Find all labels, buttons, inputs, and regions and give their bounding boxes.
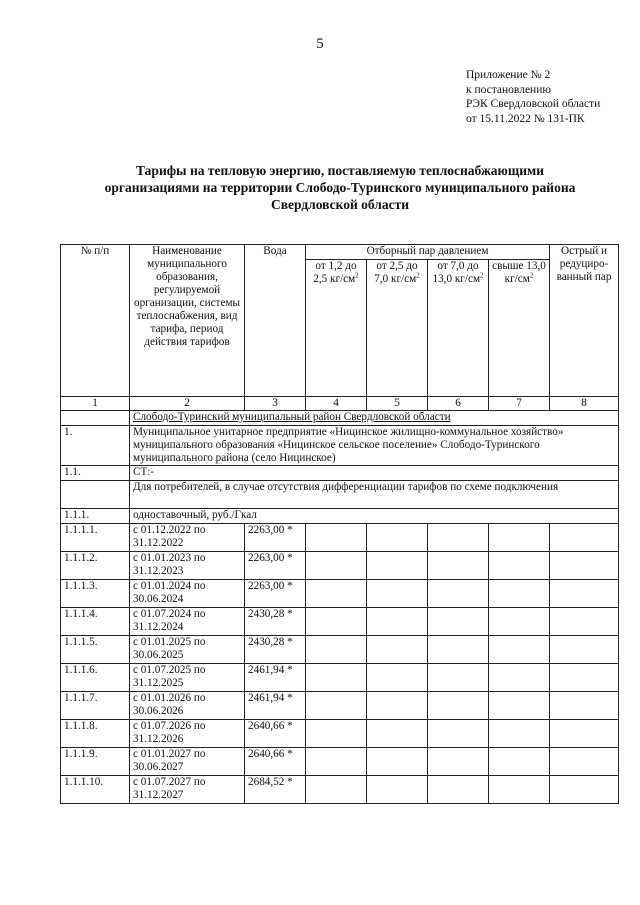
appendix-line: к постановлению: [466, 83, 551, 96]
title-line: Свердловской области: [270, 197, 410, 212]
row-num: 1.1.1.8.: [61, 720, 130, 748]
table-row: [61, 524, 619, 552]
header-name: Наименование муниципального образования, регулируемой организации, системы теплоснабжения, вид тарифа, период действия тарифов: [130, 245, 245, 397]
row-steam-2: [367, 636, 428, 664]
system-name: СТ:-: [130, 466, 619, 481]
row-period: с 01.01.2027 по 30.06.2027: [130, 748, 245, 776]
row-steam-1: [306, 720, 367, 748]
row-sharp-steam: [550, 636, 619, 664]
row-steam-3: [428, 608, 489, 636]
note-row: [61, 481, 619, 509]
column-number: 7: [489, 397, 550, 411]
system-row: [61, 466, 619, 481]
row-steam-4: [489, 608, 550, 636]
row-water-price: 2263,00 *: [245, 524, 306, 552]
table-row: [61, 552, 619, 580]
org-num: 1.: [61, 426, 130, 466]
title-line: Тарифы на тепловую энергию, поставляемую теплоснабжающими: [136, 163, 544, 178]
document-title: [60, 162, 620, 213]
row-period: с 01.07.2027 по 31.12.2027: [130, 776, 245, 804]
row-steam-2: [367, 776, 428, 804]
row-num: 1.1.1.6.: [61, 664, 130, 692]
row-steam-3: [428, 664, 489, 692]
row-steam-4: [489, 720, 550, 748]
appendix-line: РЭК Свердловской области: [466, 98, 601, 110]
row-sharp-steam: [550, 524, 619, 552]
org-name: Муниципальное унитарное предприятие «Ницинское жилищно-коммунальное хозяйство» муниципального образования «Ницинское сельское поселение» Слободо-Туринского муниципального района (село Ницинское): [130, 426, 619, 466]
table-row: [61, 664, 619, 692]
region-num-cell: [61, 411, 130, 426]
table-row: [61, 748, 619, 776]
column-number: 6: [428, 397, 489, 411]
column-number: 1: [61, 397, 130, 411]
row-steam-4: [489, 748, 550, 776]
row-num: 1.1.1.9.: [61, 748, 130, 776]
column-number: 8: [550, 397, 619, 411]
row-steam-1: [306, 636, 367, 664]
note-text: Для потребителей, в случае отсутствия дифференциации тарифов по схеме подключения: [130, 481, 619, 509]
row-steam-1: [306, 608, 367, 636]
row-period: с 01.01.2026 по 30.06.2026: [130, 692, 245, 720]
row-sharp-steam: [550, 608, 619, 636]
row-steam-3: [428, 692, 489, 720]
row-steam-1: [306, 524, 367, 552]
row-period: с 01.01.2023 по 31.12.2023: [130, 552, 245, 580]
row-period: с 01.07.2024 по 31.12.2024: [130, 608, 245, 636]
row-steam-1: [306, 580, 367, 608]
region-name: Слободо-Туринский муниципальный район Свердловской области: [130, 411, 619, 426]
system-num: 1.1.: [61, 466, 130, 481]
row-steam-1: [306, 748, 367, 776]
row-steam-4: [489, 664, 550, 692]
column-number: 4: [306, 397, 367, 411]
row-steam-1: [306, 552, 367, 580]
row-steam-3: [428, 748, 489, 776]
header-num: № п/п: [61, 245, 130, 397]
row-steam-2: [367, 748, 428, 776]
row-steam-2: [367, 552, 428, 580]
header-steam-4: свыше 13,0 $кг/см^2$: [489, 260, 550, 397]
row-sharp-steam: [550, 692, 619, 720]
row-water-price: 2640,66 *: [245, 720, 306, 748]
row-sharp-steam: [550, 552, 619, 580]
row-period: с 01.01.2024 по 30.06.2024: [130, 580, 245, 608]
column-number: 3: [245, 397, 306, 411]
header-water: Вода: [245, 245, 306, 397]
row-sharp-steam: [550, 664, 619, 692]
row-period: с 01.07.2026 по 31.12.2026: [130, 720, 245, 748]
header-steam-3: от 7,0 до 13,0 $кг/см^2$: [428, 260, 489, 397]
row-steam-2: [367, 580, 428, 608]
row-steam-1: [306, 776, 367, 804]
row-steam-3: [428, 580, 489, 608]
header-steam-2: от 2,5 до 7,0 $кг/см^2$: [367, 260, 428, 397]
row-num: 1.1.1.10.: [61, 776, 130, 804]
row-steam-2: [367, 524, 428, 552]
row-steam-2: [367, 692, 428, 720]
row-steam-2: [367, 720, 428, 748]
row-water-price: 2263,00 *: [245, 552, 306, 580]
header-steam-group: Отборный пар давлением: [306, 245, 550, 260]
table-row: [61, 580, 619, 608]
row-water-price: 2263,00 *: [245, 580, 306, 608]
row-water-price: 2430,28 *: [245, 636, 306, 664]
table-row: [61, 692, 619, 720]
region-row: [61, 411, 619, 426]
column-number: 5: [367, 397, 428, 411]
row-steam-3: [428, 636, 489, 664]
row-sharp-steam: [550, 776, 619, 804]
page-number: 5: [316, 36, 324, 52]
row-water-price: 2461,94 *: [245, 664, 306, 692]
row-steam-4: [489, 552, 550, 580]
row-num: 1.1.1.7.: [61, 692, 130, 720]
row-num: 1.1.1.1.: [61, 524, 130, 552]
tariff-type-num: 1.1.1.: [61, 509, 130, 524]
tariff-rows: [61, 524, 619, 804]
appendix-block: [466, 68, 600, 126]
row-steam-1: [306, 664, 367, 692]
row-steam-1: [306, 692, 367, 720]
table-row: [61, 608, 619, 636]
appendix-line: Приложение № 2: [466, 69, 551, 81]
title-line: организациями на территории Слободо-Туринского муниципального района: [104, 180, 576, 195]
row-period: с 01.07.2025 по 31.12.2025: [130, 664, 245, 692]
row-num: 1.1.1.3.: [61, 580, 130, 608]
row-num: 1.1.1.4.: [61, 608, 130, 636]
row-water-price: 2461,94 *: [245, 692, 306, 720]
row-sharp-steam: [550, 748, 619, 776]
table-row: [61, 776, 619, 804]
table-row: [61, 636, 619, 664]
row-steam-4: [489, 776, 550, 804]
row-steam-4: [489, 524, 550, 552]
row-num: 1.1.1.2.: [61, 552, 130, 580]
tariff-type-row: [61, 509, 619, 524]
header-sharp-steam: Острый и редуциро-ванный пар: [550, 245, 619, 397]
row-steam-3: [428, 524, 489, 552]
note-num-cell: [61, 481, 130, 509]
header-steam-1: от 1,2 до 2,5 $кг/см^2$: [306, 260, 367, 397]
column-number: 2: [130, 397, 245, 411]
row-sharp-steam: [550, 580, 619, 608]
row-period: с 01.12.2022 по 31.12.2022: [130, 524, 245, 552]
org-row: [61, 426, 619, 466]
row-water-price: 2430,28 *: [245, 608, 306, 636]
column-numbers-row: [61, 397, 619, 411]
row-sharp-steam: [550, 720, 619, 748]
table-row: [61, 720, 619, 748]
row-period: с 01.01.2025 по 30.06.2025: [130, 636, 245, 664]
row-steam-3: [428, 776, 489, 804]
row-steam-2: [367, 608, 428, 636]
row-num: 1.1.1.5.: [61, 636, 130, 664]
row-steam-3: [428, 720, 489, 748]
row-water-price: 2684,52 *: [245, 776, 306, 804]
row-water-price: 2640,66 *: [245, 748, 306, 776]
appendix-line: от 15.11.2022 № 131-ПК: [466, 112, 585, 125]
row-steam-4: [489, 636, 550, 664]
row-steam-4: [489, 692, 550, 720]
row-steam-3: [428, 552, 489, 580]
tariff-type-name: одноставочный, руб./Гкал: [130, 509, 619, 524]
row-steam-4: [489, 580, 550, 608]
tariffs-table: [60, 244, 619, 804]
row-steam-2: [367, 664, 428, 692]
